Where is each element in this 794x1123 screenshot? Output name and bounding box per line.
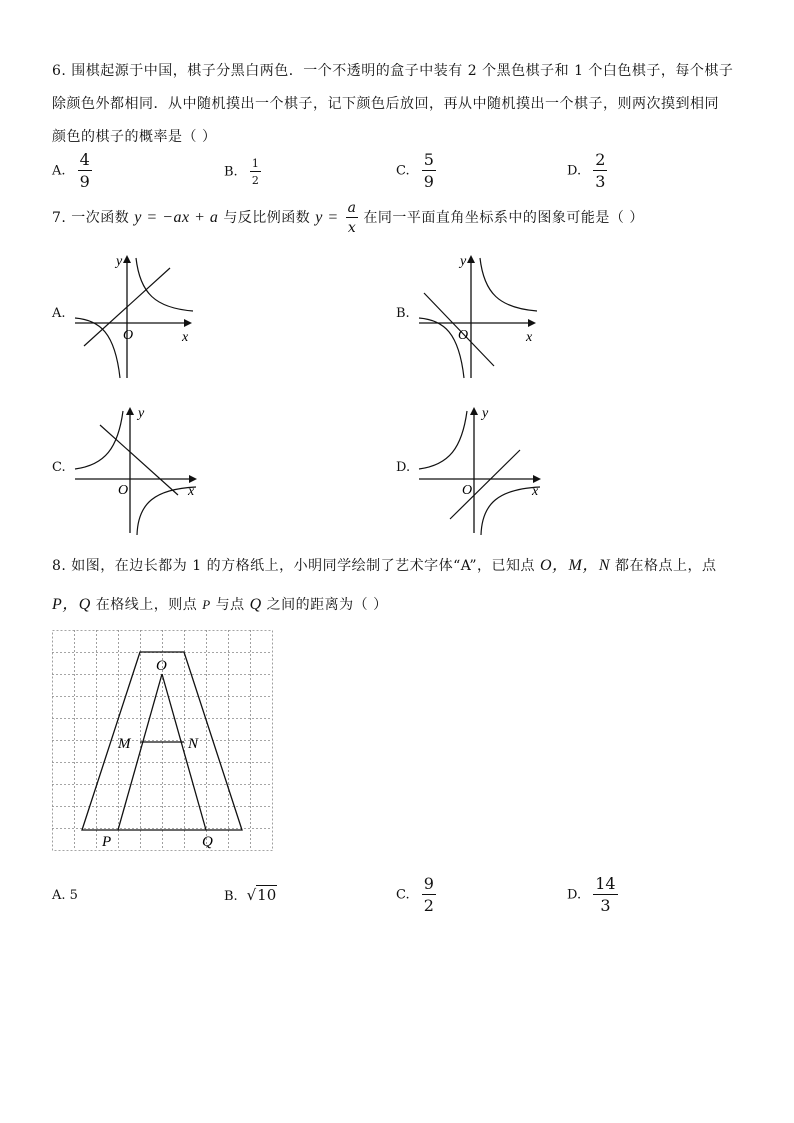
linear-graph xyxy=(100,425,178,495)
letter-a-outer-outline xyxy=(82,652,242,830)
x-axis-arrow xyxy=(184,319,192,327)
hyperbola-branch-q3 xyxy=(75,318,120,378)
option-label: A. xyxy=(52,163,66,179)
q8-option-b[interactable] xyxy=(224,886,277,904)
fraction-numerator: 5 xyxy=(423,150,434,169)
fraction-denominator: 9 xyxy=(423,172,434,191)
fraction-numerator: 4 xyxy=(79,150,90,169)
option-value: 5 xyxy=(69,888,78,903)
origin-label: O xyxy=(462,483,473,498)
x-axis-label: x xyxy=(188,484,195,499)
linear-function: y = −ax + a xyxy=(134,209,219,226)
fraction-numerator: 1 xyxy=(251,157,259,170)
point-p-label: P xyxy=(102,834,112,850)
option-label: C. xyxy=(396,887,410,903)
y-axis-arrow xyxy=(467,255,475,263)
x-axis-arrow xyxy=(528,319,536,327)
q7-graph-a[interactable] xyxy=(70,248,200,383)
q7-prefix: 7. 一次函数 xyxy=(52,210,130,226)
q8-option-a[interactable] xyxy=(52,888,78,903)
y-axis-label: y xyxy=(138,406,145,421)
y-axis-label: y xyxy=(460,254,467,269)
linear-graph xyxy=(450,450,520,519)
q8-text-part: 之间的距离为（ ） xyxy=(266,597,388,613)
q7-option-a-label[interactable]: A. xyxy=(52,306,66,321)
fraction-numerator: 14 xyxy=(595,874,616,893)
option-label: A. xyxy=(52,888,66,903)
x-axis-arrow xyxy=(189,475,197,483)
q7-graph-c[interactable] xyxy=(70,403,205,538)
q7-option-c-label[interactable]: C. xyxy=(52,460,66,475)
q7-suffix: 在同一平面直角坐标系中的图象可能是（ ） xyxy=(363,210,644,226)
hyperbola-branch-q2 xyxy=(419,411,467,469)
option-label: C. xyxy=(396,163,410,179)
q7-option-b-label[interactable]: B. xyxy=(396,306,410,321)
fraction-denominator: x xyxy=(346,217,359,235)
fraction-denominator: 2 xyxy=(250,171,261,186)
y-axis-label: y xyxy=(482,406,489,421)
x-axis-arrow xyxy=(533,475,541,483)
q6-text-line2: 除颜色外都相同．从中随机摸出一个棋子，记下颜色后放回，再从中随机摸出一个棋子，则两次摸到相同 xyxy=(52,96,719,112)
square-root: √10 xyxy=(241,886,277,904)
hyperbola-branch-q2 xyxy=(75,411,123,469)
q6-option-a[interactable] xyxy=(52,152,92,190)
option-label: B. xyxy=(224,164,238,180)
point-o-label: O xyxy=(156,658,167,674)
y-axis-arrow xyxy=(123,255,131,263)
fraction-numerator: 2 xyxy=(595,150,606,169)
option-label: B. xyxy=(224,889,238,904)
point-n-label: N xyxy=(188,736,199,752)
q7-graph-d[interactable] xyxy=(414,403,549,538)
q8-points-omn: O，M，N xyxy=(539,557,610,574)
q8-text-part: 与点 xyxy=(215,597,245,613)
origin-label: O xyxy=(458,328,469,343)
q8-point-q: Q xyxy=(249,596,262,613)
x-axis-label: x xyxy=(532,484,539,499)
option-label: D. xyxy=(567,887,582,903)
q8-option-d[interactable] xyxy=(567,876,618,914)
q6-option-b[interactable] xyxy=(224,158,261,186)
point-m-label: M xyxy=(118,736,131,752)
q8-option-c[interactable] xyxy=(396,876,436,914)
y-axis-label: y xyxy=(116,254,123,269)
q7-stem xyxy=(52,201,644,235)
option-label: D. xyxy=(567,163,582,179)
fraction-denominator: 3 xyxy=(593,894,617,914)
q6-text-line1: 6. 围棋起源于中国，棋子分黑白两色．一个不透明的盒子中装有 2 个黑色棋子和 1 个白色棋子，每个棋子 xyxy=(52,63,734,79)
origin-label: O xyxy=(118,483,129,498)
inverse-function-lhs: y = xyxy=(315,209,339,226)
y-axis-arrow xyxy=(470,407,478,415)
q6-option-d[interactable] xyxy=(567,152,607,190)
q7-graph-b[interactable] xyxy=(414,248,544,383)
q8-text-part: 在格线上，则点 xyxy=(95,597,198,613)
fraction-denominator: 2 xyxy=(423,896,434,915)
fraction-denominator: 3 xyxy=(595,172,606,191)
fraction-numerator: 9 xyxy=(423,874,434,893)
q8-points-pq: P，Q xyxy=(52,596,91,613)
radicand: 10 xyxy=(257,886,277,904)
q8-text-line1 xyxy=(52,552,716,575)
q8-grid-figure xyxy=(52,630,274,855)
fraction-denominator: 9 xyxy=(79,172,90,191)
x-axis-label: x xyxy=(526,330,533,345)
q8-text-part: 8. 如图，在边长都为 1 的方格纸上，小明同学绘制了艺术字体“A”，已知点 xyxy=(52,558,535,574)
hyperbola-branch-q1 xyxy=(480,258,537,311)
q7-middle: 与反比例函数 xyxy=(223,210,311,226)
point-q-label: Q xyxy=(202,834,213,850)
origin-label: O xyxy=(123,328,134,343)
q8-point-p: P xyxy=(202,597,211,612)
q8-text-line2 xyxy=(52,591,388,614)
q8-text-part: 都在格点上，点 xyxy=(614,558,717,574)
q6-option-c[interactable] xyxy=(396,152,436,190)
y-axis-arrow xyxy=(126,407,134,415)
q6-text-line3: 颜色的棋子的概率是（ ） xyxy=(52,129,217,145)
x-axis-label: x xyxy=(182,330,189,345)
hyperbola-branch-q1 xyxy=(136,258,193,311)
q7-option-d-label[interactable]: D. xyxy=(396,460,411,475)
fraction-numerator: a xyxy=(347,200,357,216)
